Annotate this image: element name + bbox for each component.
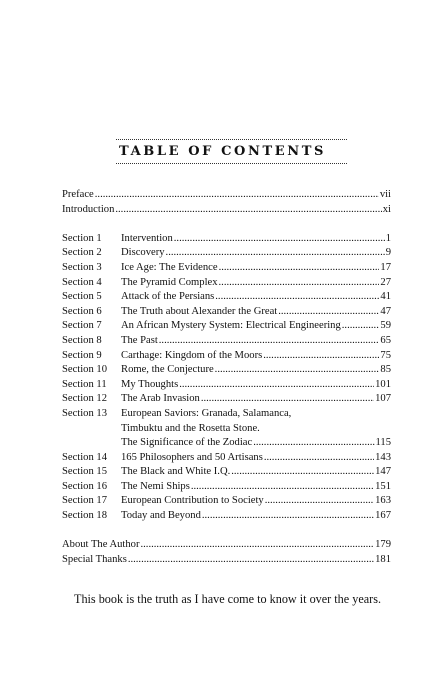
toc-entry — [121, 509, 391, 524]
toc-entry — [121, 334, 391, 349]
dot-leader — [342, 319, 380, 334]
toc-page-number: 75 — [380, 349, 391, 361]
dot-leader — [159, 334, 380, 349]
toc-page-number: 143 — [375, 451, 391, 463]
section-row — [62, 349, 391, 364]
page-title: TABLE OF CONTENTS — [119, 144, 326, 159]
toc-entry — [121, 349, 391, 364]
section-row — [62, 494, 391, 509]
dot-leader — [141, 538, 375, 553]
section-row — [62, 378, 391, 393]
section-number: Section 3 — [62, 261, 102, 273]
toc-entry-title: Intervention — [121, 232, 173, 244]
dot-leader — [201, 392, 374, 407]
dot-leader — [215, 290, 379, 305]
toc-entry — [121, 436, 391, 451]
toc-entry — [121, 276, 391, 291]
section-row — [62, 246, 391, 261]
toc-page-number: 107 — [375, 393, 391, 405]
section-row — [62, 232, 391, 247]
section-number: Section 9 — [62, 349, 102, 361]
section-row — [62, 465, 391, 480]
toc-entry-title: An African Mystery System: Electrical Engineering — [121, 320, 341, 332]
section-number: Section 8 — [62, 334, 102, 346]
section-row — [62, 319, 391, 334]
toc-entry-title: The Black and White I.Q. — [121, 466, 231, 478]
toc-page-number: 59 — [380, 320, 391, 332]
toc-entry — [62, 538, 391, 553]
section-row — [62, 363, 391, 378]
section-number: Section 7 — [62, 320, 102, 332]
section-number: Section 1 — [62, 232, 102, 244]
toc-page-number: xi — [382, 203, 391, 215]
toc-page-number: 179 — [375, 539, 391, 551]
toc-entry — [121, 392, 391, 407]
toc-entry-title: About The Author — [62, 539, 140, 551]
dot-leader — [253, 436, 374, 451]
toc-entry — [121, 290, 391, 305]
front-matter-row — [62, 203, 391, 218]
table-of-contents — [62, 188, 391, 567]
section-number: Section 17 — [62, 495, 108, 507]
dot-leader — [219, 276, 380, 291]
back-matter-row — [62, 538, 391, 553]
toc-page-number: 1 — [385, 232, 391, 244]
toc-entry-title: European Saviors: Granada, Salamanca, — [121, 407, 292, 419]
toc-entry — [121, 494, 391, 509]
toc-page-number: 163 — [375, 495, 391, 507]
toc-entry-title: Timbuktu and the Rosetta Stone. — [121, 422, 260, 434]
section-row — [62, 290, 391, 305]
section-number: Section 11 — [62, 378, 107, 390]
toc-entry — [121, 378, 391, 393]
toc-page-number: vii — [379, 189, 391, 200]
toc-page-number: 27 — [380, 276, 391, 288]
toc-entry-title: Ice Age: The Evidence — [121, 261, 218, 273]
toc-entry — [62, 203, 391, 218]
toc-page-number: 47 — [380, 305, 391, 317]
toc-entry-title: Discovery — [121, 247, 165, 259]
dot-leader — [264, 451, 374, 466]
dot-leader — [265, 494, 374, 509]
section-row — [62, 407, 391, 422]
toc-entry — [121, 407, 391, 422]
toc-page-number: 167 — [375, 510, 391, 522]
toc-entry-title: The Past — [121, 334, 158, 346]
toc-page-number: 41 — [380, 291, 391, 303]
dot-leader — [219, 261, 380, 276]
section-number: Section 14 — [62, 451, 108, 463]
section-number: Section 16 — [62, 480, 108, 492]
dot-leader — [202, 509, 374, 524]
section-number: Section 4 — [62, 276, 102, 288]
section-number: Section 13 — [62, 407, 108, 419]
toc-entry-title: The Arab Invasion — [121, 393, 200, 405]
toc-entry — [121, 246, 391, 261]
spacer — [62, 524, 391, 539]
toc-entry — [121, 465, 391, 480]
dot-leader — [191, 480, 374, 495]
toc-entry — [121, 232, 391, 247]
section-row — [62, 422, 391, 437]
dot-leader — [95, 188, 379, 203]
section-row — [62, 334, 391, 349]
section-row — [62, 305, 391, 320]
toc-page-number: 151 — [375, 480, 391, 492]
toc-entry — [62, 553, 391, 568]
toc-entry-title: Special Thanks — [62, 553, 127, 565]
toc-entry-title: 165 Philosophers and 50 Artisans — [121, 451, 263, 463]
toc-entry-title: Today and Beyond — [121, 510, 201, 522]
section-number: Section 2 — [62, 247, 102, 259]
dot-leader — [128, 553, 374, 568]
section-row — [62, 276, 391, 291]
dot-leader — [115, 203, 381, 218]
toc-page-number: 65 — [380, 334, 391, 346]
section-row — [62, 509, 391, 524]
dot-leader — [179, 378, 374, 393]
toc-entry — [121, 422, 391, 437]
toc-page-number: 181 — [375, 553, 391, 565]
dot-leader — [166, 246, 385, 261]
toc-entry-title: The Truth about Alexander the Great — [121, 305, 278, 317]
toc-entry — [62, 188, 391, 203]
section-row — [62, 392, 391, 407]
front-matter-row — [62, 188, 391, 203]
back-matter-row — [62, 553, 391, 568]
toc-entry-title: Carthage: Kingdom of the Moors — [121, 349, 263, 361]
toc-entry-title: The Significance of the Zodiac — [121, 437, 253, 449]
dot-leader — [174, 232, 385, 247]
toc-page-number: 115 — [375, 437, 391, 449]
toc-entry-title: Introduction — [62, 203, 115, 215]
dot-leader — [231, 465, 374, 480]
toc-entry-title: Preface — [62, 189, 94, 200]
toc-page-number: 147 — [375, 466, 391, 478]
toc-entry-title: My Thoughts — [121, 378, 179, 390]
dot-leader — [278, 305, 379, 320]
section-number: Section 5 — [62, 291, 102, 303]
toc-page-number: 101 — [375, 378, 391, 390]
toc-page-number: 17 — [380, 261, 391, 273]
toc-entry — [121, 319, 391, 334]
closing-statement: This book is the truth as I have come to know it over the years. — [74, 592, 381, 606]
toc-entry-title: The Nemi Ships — [121, 480, 190, 492]
toc-entry-title: The Pyramid Complex — [121, 276, 218, 288]
title-rule-top — [116, 139, 347, 140]
section-number: Section 6 — [62, 305, 102, 317]
toc-entry — [121, 480, 391, 495]
dot-leader — [263, 349, 379, 364]
section-number: Section 18 — [62, 510, 108, 522]
toc-page-number: 9 — [385, 247, 391, 259]
section-number: Section 10 — [62, 364, 108, 376]
toc-entry — [121, 305, 391, 320]
spacer — [62, 217, 391, 232]
section-row — [62, 451, 391, 466]
dot-leader — [215, 363, 380, 378]
toc-entry-title: European Contribution to Society — [121, 495, 264, 507]
section-number: Section 12 — [62, 393, 108, 405]
section-number: Section 15 — [62, 466, 108, 478]
toc-page-number: 85 — [380, 364, 391, 376]
toc-entry — [121, 261, 391, 276]
section-row — [62, 261, 391, 276]
toc-entry-title: Attack of the Persians — [121, 291, 215, 303]
toc-entry — [121, 451, 391, 466]
section-row — [62, 436, 391, 451]
toc-entry-title: Rome, the Conjecture — [121, 364, 214, 376]
section-row — [62, 480, 391, 495]
toc-entry — [121, 363, 391, 378]
title-rule-bottom — [116, 163, 347, 164]
